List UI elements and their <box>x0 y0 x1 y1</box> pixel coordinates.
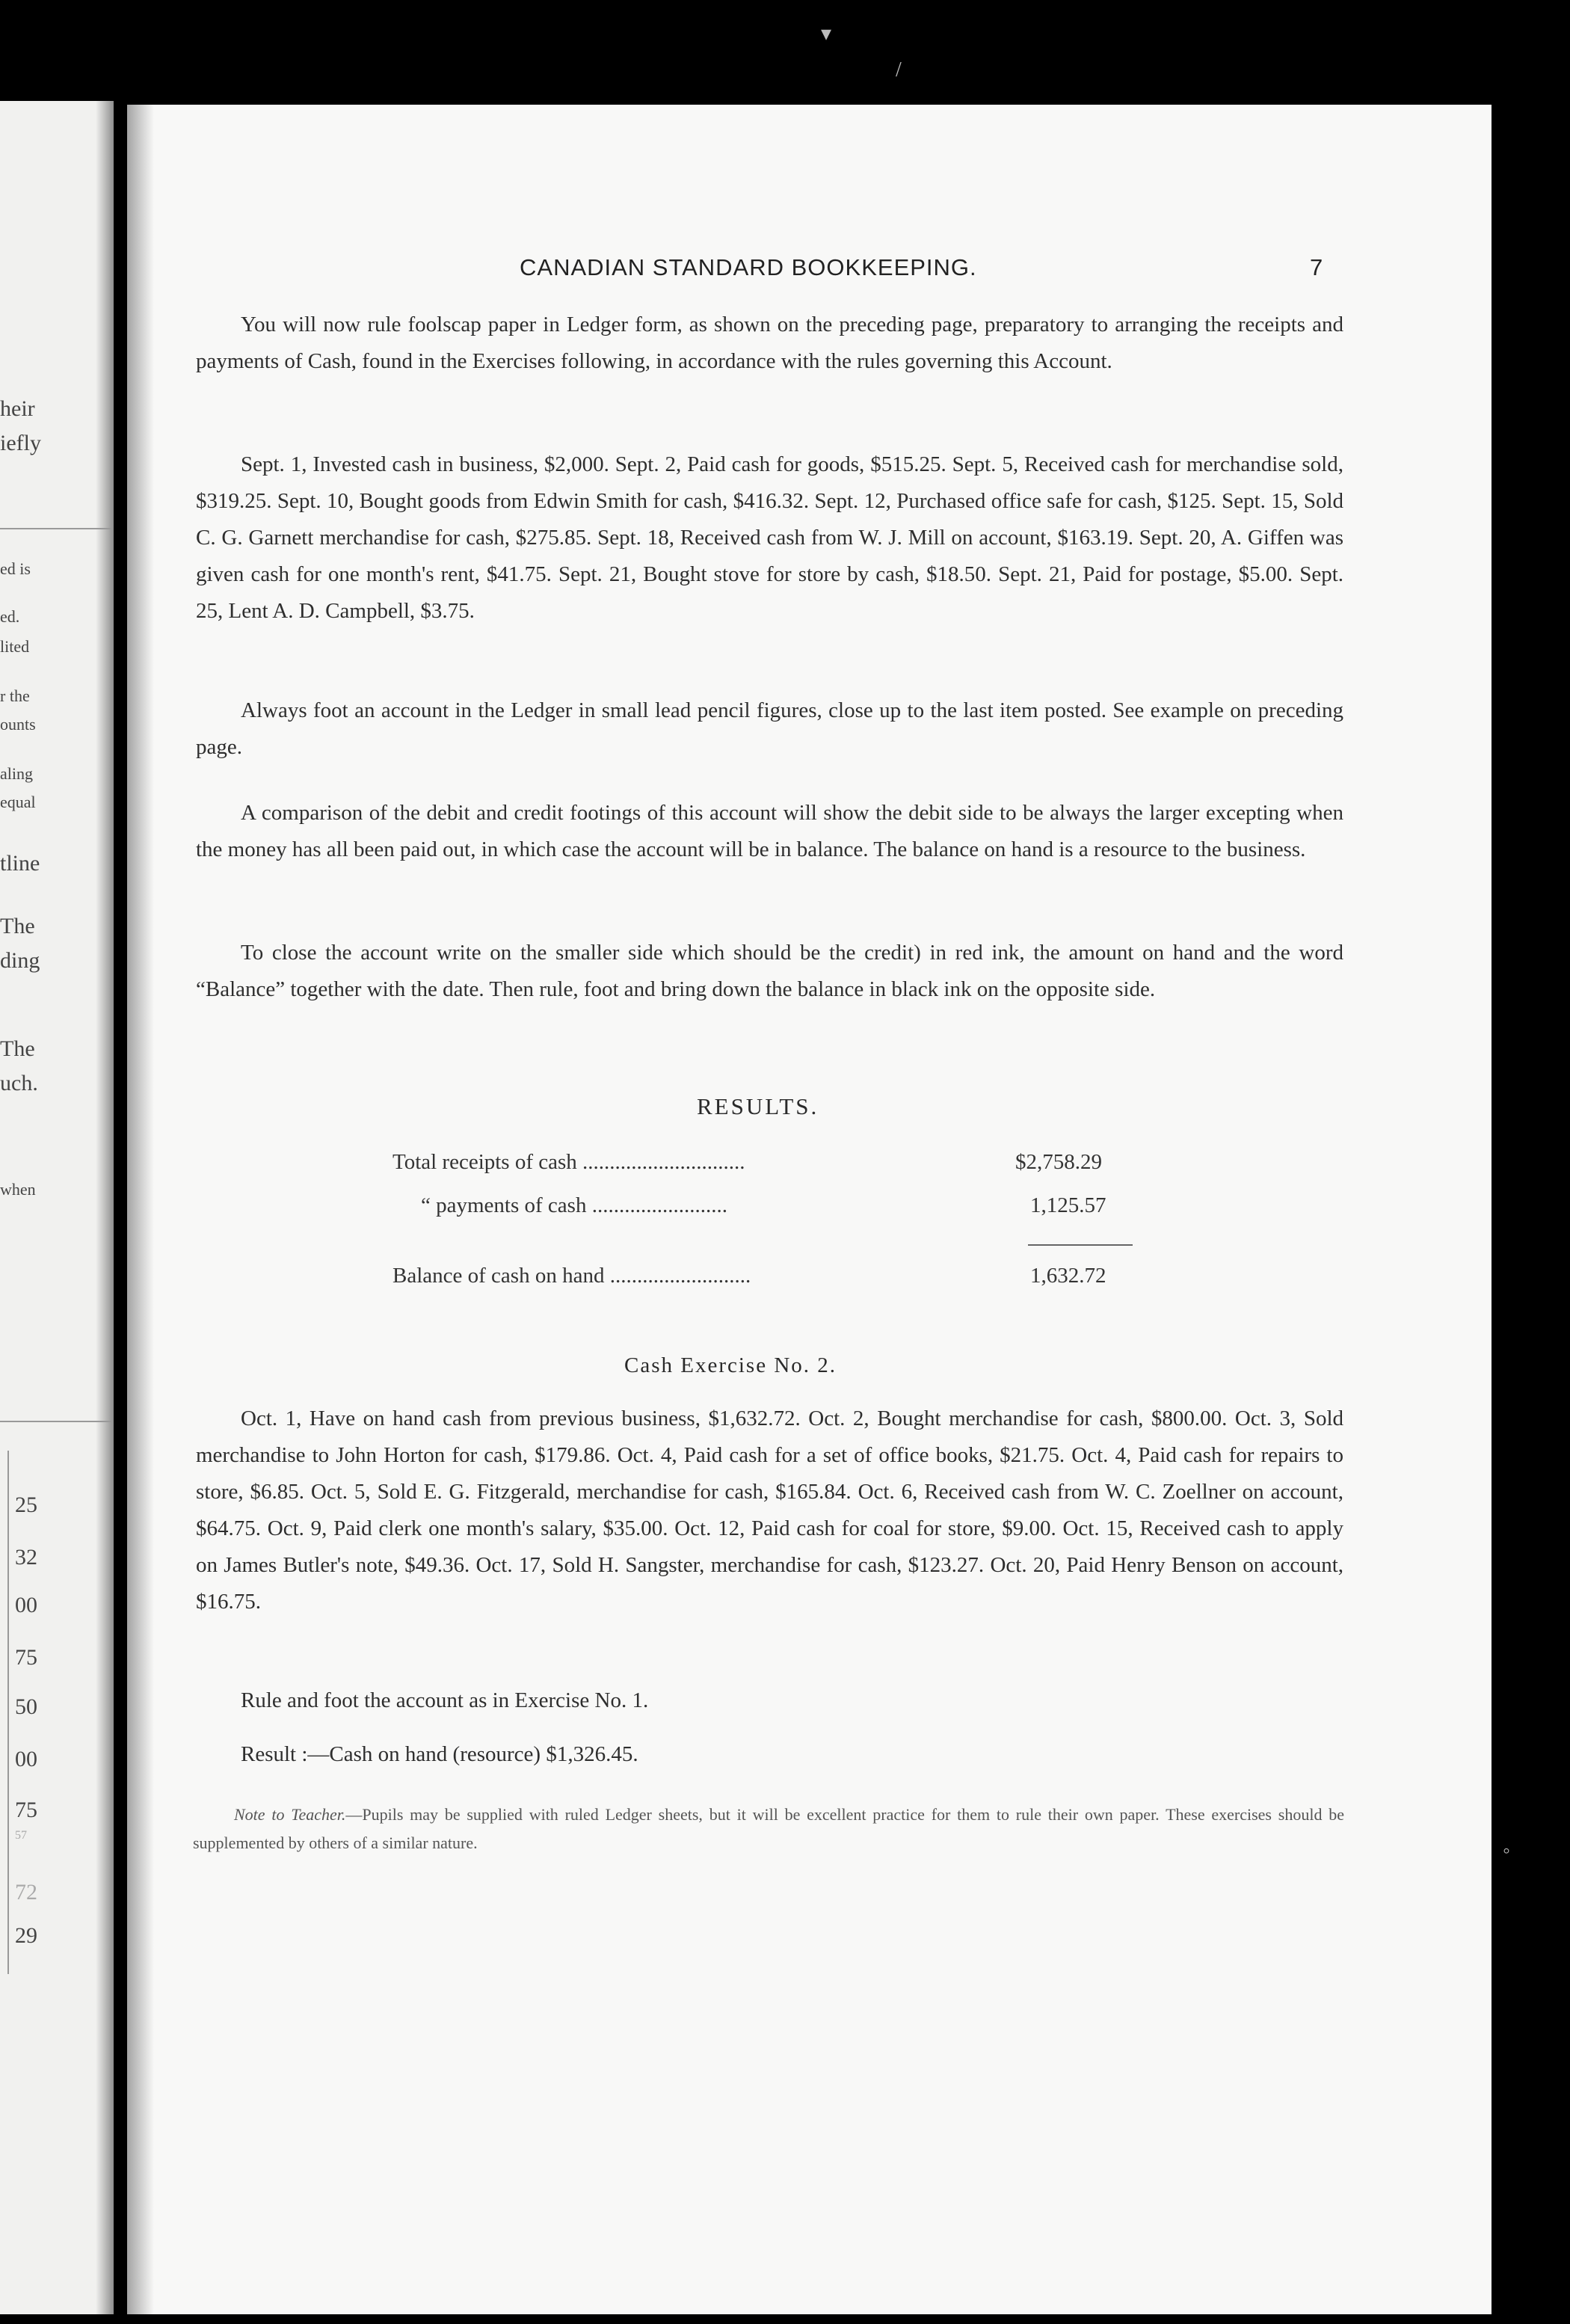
running-header: CANADIAN STANDARD BOOKKEEPING. <box>520 254 977 280</box>
left-page-fragment: The <box>0 914 35 938</box>
results-row-leader: ......................... <box>591 1193 727 1217</box>
results-row-amount: 1,125.57 <box>1030 1193 1106 1217</box>
results-row-amount: 1,632.72 <box>1030 1264 1106 1288</box>
october-transactions-paragraph: Oct. 1, Have on hand cash from previous business, $1,632.72. Oct. 2, Bought merchandise for cash, $800.00. Oct. 3, Sold merchandise to John Horton for cash, $179.86. Oct. 4, Paid cash for a set of office books, $21.75. Oct. 4, Paid cash for repairs to store, $6.85. Oct. 5, Sold E. G. Fitzgerald, merchandise for cash, $165.84. Oct. 6, Received cash from W. C. Zoellner on account, $64.75. Oct. 9, Paid clerk one month's salary, $35.00. Oct. 12, Paid cash for coal for store, $9.00. Oct. 15, Received cash to apply on James Butler's note, $49.36. Oct. 17, Sold H. Sangster, merchandise for cash, $123.27. Oct. 20, Paid Henry Benson on account, $16.75. <box>196 1407 1343 1614</box>
left-page-amount: 57 <box>15 1829 27 1842</box>
scan-speck: ◦ <box>1503 1839 1510 1863</box>
scan-speck: ▾ <box>821 22 832 46</box>
results-row-label: Balance of cash on hand <box>392 1264 605 1288</box>
left-page-fragment: ed is <box>0 559 31 578</box>
page-number: 7 <box>1310 254 1323 280</box>
results-row <box>421 1193 727 1218</box>
left-page-fragment: uch. <box>0 1071 38 1095</box>
left-page-rule <box>0 528 112 529</box>
left-page-amount: 29 <box>15 1923 37 1948</box>
left-page-amount: 75 <box>15 1798 37 1822</box>
left-page-fragment: lited <box>0 637 30 656</box>
left-page-column-rule <box>7 1451 9 1974</box>
results-row-leader: .......................... <box>609 1264 751 1288</box>
closing-instructions-paragraph: To close the account write on the smaller side which should be the credit) in red ink, the amount on hand and the word “Balance” together with the date. Then rule, foot and bring down the balance in black ink on the opposite side. <box>196 941 1343 1001</box>
results-row <box>392 1150 745 1175</box>
results-heading: RESULTS. <box>697 1093 819 1119</box>
note-to-teacher <box>193 1801 1344 1857</box>
left-page-fragment: The <box>0 1036 35 1061</box>
footing-instructions-paragraph: Always foot an account in the Ledger in small lead pencil figures, close up to the last item posted. See example on preceding page. <box>196 698 1343 759</box>
left-page-amount: 72 <box>15 1880 37 1905</box>
left-page-fragment: tline <box>0 851 40 876</box>
left-page-amount: 75 <box>15 1645 37 1670</box>
page-gutter-shadow <box>127 105 154 2314</box>
results-row-label: “ payments of cash <box>421 1193 587 1217</box>
left-page-fragment: when <box>0 1180 36 1199</box>
comparison-paragraph: A comparison of the debit and credit footings of this account will show the debit side to be always the larger excepting when the money has all been paid out, in which case the account will be in balance. The balance on hand is a resource to the business. <box>196 801 1343 861</box>
intro-paragraph: You will now rule foolscap paper in Ledger form, as shown on the preceding page, preparatory to arranging the receipts and payments of Cash, found in the Exercises following, in accordance with the rules governing this Account. <box>196 313 1343 373</box>
results-sum-rule <box>1028 1244 1133 1246</box>
exercise-result: Result :—Cash on hand (resource) $1,326.45. <box>241 1742 638 1766</box>
note-label: Note to Teacher. <box>234 1805 346 1824</box>
left-page-amount: 00 <box>15 1593 37 1617</box>
left-page-fragment: ed. <box>0 607 20 626</box>
exercise-heading: Cash Exercise No. 2. <box>624 1353 837 1377</box>
results-row-leader: .............................. <box>582 1150 745 1174</box>
left-page-amount: 25 <box>15 1493 37 1517</box>
scan-speck: / <box>896 58 902 82</box>
results-row-label: Total receipts of cash <box>392 1150 577 1174</box>
left-page-fragment: ounts <box>0 715 36 734</box>
left-page-amount: 32 <box>15 1545 37 1570</box>
rule-instruction: Rule and foot the account as in Exercise No. 1. <box>241 1688 649 1712</box>
results-row <box>392 1264 751 1288</box>
book-page <box>127 105 1492 2314</box>
left-page-fragment: ding <box>0 948 40 973</box>
left-page-fragment: equal <box>0 793 36 811</box>
left-page-fragment: iefly <box>0 431 41 455</box>
left-page-fragment: heir <box>0 396 35 421</box>
left-page-amount: 50 <box>15 1694 37 1719</box>
previous-page-gutter <box>96 101 114 2314</box>
results-row-amount: $2,758.29 <box>1015 1150 1102 1174</box>
september-transactions-paragraph: Sept. 1, Invested cash in business, $2,000. Sept. 2, Paid cash for goods, $515.25. Sept. 5, Received cash for merchandise sold, $319.25. Sept. 10, Bought goods from Edwin Smith for cash, $416.32. Sept. 12, Purchased office safe for cash, $125. Sept. 15, Sold C. G. Garnett merchandise for cash, $275.85. Sept. 18, Received cash from W. J. Mill on account, $163.19. Sept. 20, A. Giffen was given cash for one month's rent, $41.75. Sept. 21, Bought stove for store by cash, $18.50. Sept. 21, Paid for postage, $5.00. Sept. 25, Lent A. D. Campbell, $3.75. <box>196 452 1343 623</box>
left-page-fragment: r the <box>0 686 30 705</box>
left-page-amount: 00 <box>15 1747 37 1771</box>
left-page-fragment: aling <box>0 764 33 783</box>
note-text: —Pupils may be supplied with ruled Ledger sheets, but it will be excellent practice for them to rule their own paper. These exercises should be supplemented by others of a similar nature. <box>193 1805 1344 1852</box>
left-page-rule <box>0 1421 112 1422</box>
